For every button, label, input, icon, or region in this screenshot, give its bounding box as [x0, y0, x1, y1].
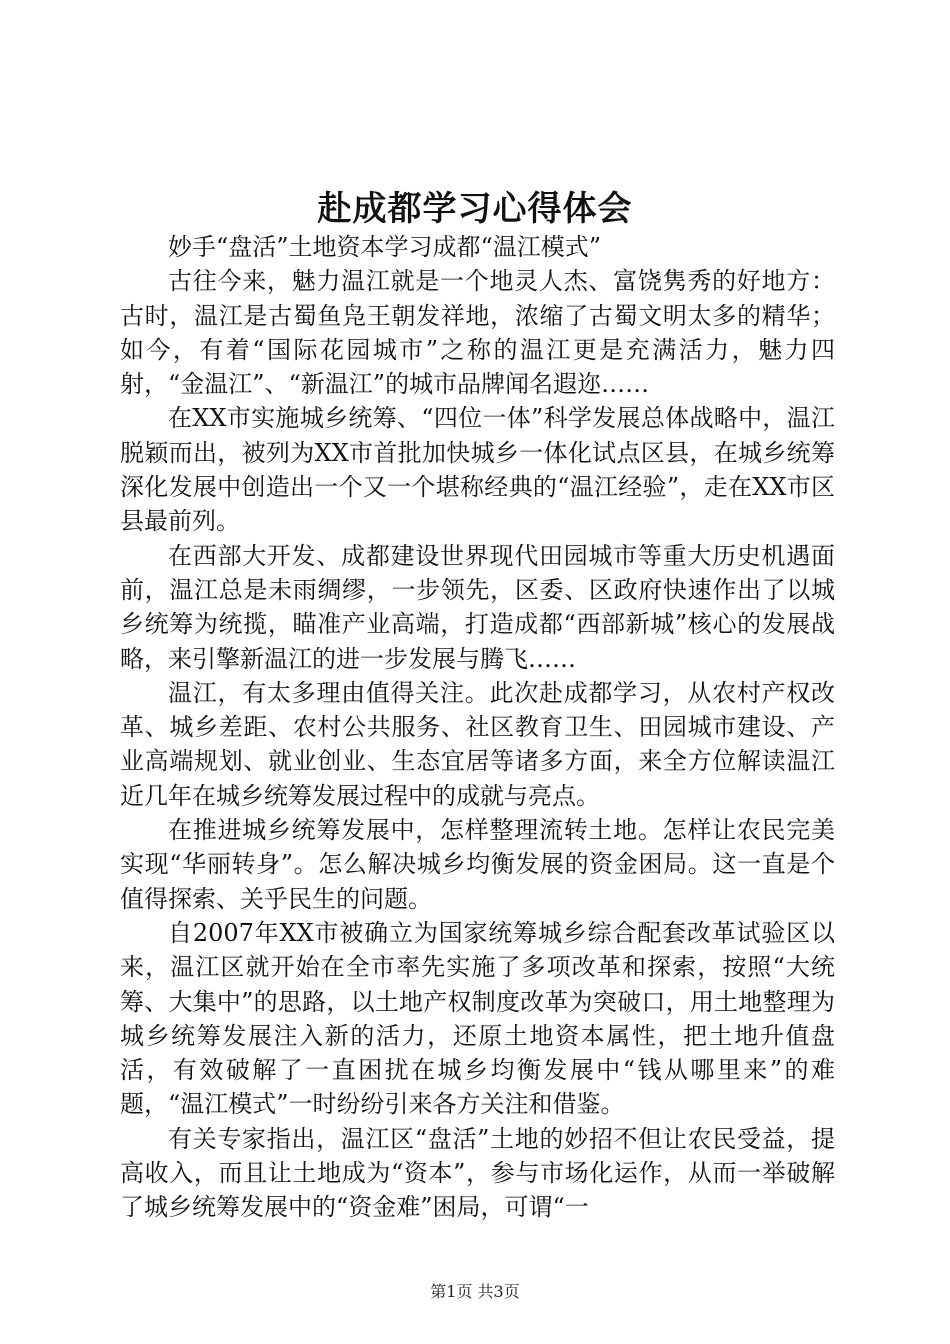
- body-paragraph: 自2007年XX市被确立为国家统筹城乡综合配套改革试验区以来，温江区就开始在全市率先实施了多项改革和探索，按照“大统筹、大集中”的思路，以土地产权制度改革为突破口，用土地整理为城乡统筹发展注入新的活力，还原土地资本属性，把土地升值盘活，有效破解了一直困扰在城乡均衡发展中“钱从哪里来”的难题，“温江模式”一时纷纷引来各方关注和借鉴。: [120, 918, 835, 1119]
- body-paragraph: 温江，有太多理由值得关注。此次赴成都学习，从农村产权改革、城乡差距、农村公共服务、社区教育卫生、田园城市建设、产业高端规划、就业创业、生态宜居等诸多方面，来全方位解读温江近几年在城乡统筹发展过程中的成就与亮点。: [120, 678, 835, 810]
- document-body: [120, 230, 835, 1225]
- body-paragraph: 古往今来，魅力温江就是一个地灵人杰、富饶隽秀的好地方：古时，温江是古蜀鱼凫王朝发祥地，浓缩了古蜀文明太多的精华；如今，有着“国际花园城市”之称的温江更是充满活力，魅力四射，“金温江”、“新温江”的城市品牌闻名遐迩……: [120, 267, 835, 399]
- page-number-footer: 第1页 共3页: [430, 1282, 520, 1301]
- body-paragraph: 在推进城乡统筹发展中，怎样整理流转土地。怎样让农民完美实现“华丽转身”。怎么解决城乡均衡发展的资金困局。这一直是个值得探索、关乎民生的问题。: [120, 816, 835, 913]
- body-paragraph: 有关专家指出，温江区“盘活”土地的妙招不但让农民受益，提高收入，而且让土地成为“资本”，参与市场化运作，从而一举破解了城乡统筹发展中的“资金难”困局，可谓“一: [120, 1124, 835, 1222]
- body-paragraph: 在XX市实施城乡统筹、“四位一体”科学发展总体战略中，温江脱颖而出，被列为XX市首批加快城乡一体化试点区县，在城乡统筹深化发展中创造出一个又一个堪称经典的“温江经验”，走在XX市区县最前列。: [120, 404, 835, 536]
- subtitle-paragraph: 妙手“盘活”土地资本学习成都“温江模式”: [168, 233, 602, 261]
- document-title: 赴成都学习心得体会: [317, 189, 633, 229]
- body-paragraph: 在西部大开发、成都建设世界现代田园城市等重大历史机遇面前，温江总是未雨绸缪，一步领先，区委、区政府快速作出了以城乡统筹为统揽，瞄准产业高端，打造成都“西部新城”核心的发展战略，来引擎新温江的进一步发展与腾飞……: [120, 541, 835, 673]
